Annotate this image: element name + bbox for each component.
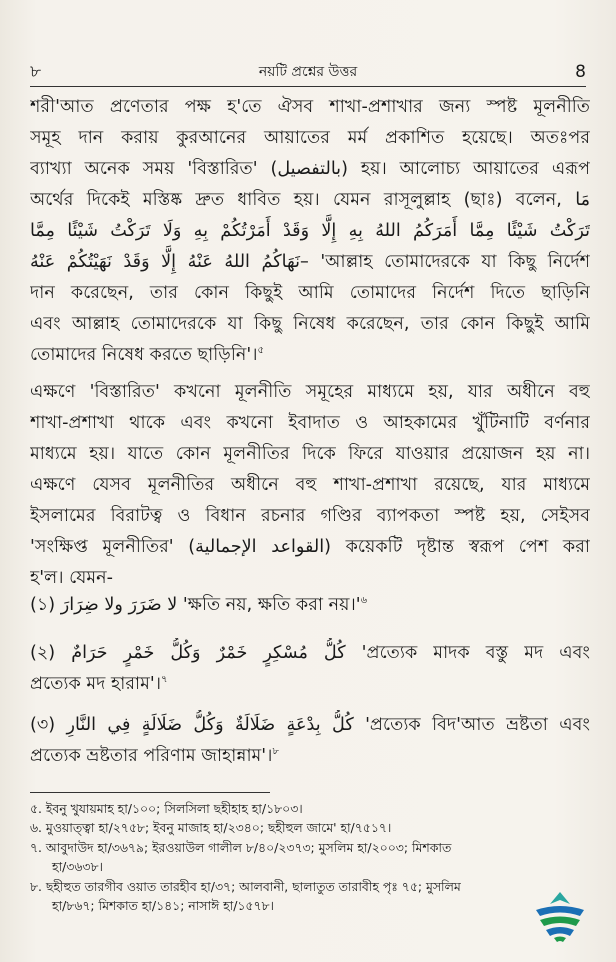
text-line: এক্ষণে 'বিস্তারিত' কখনো মূলনীতি সমূহের মাধ্যমে হয়, যার অধীনে বহু (30, 382, 590, 402)
footnote-ref: ৭ (161, 674, 168, 686)
footnote-8-cont: হা/৮৬৭; মিশকাত হা/১৪১; নাসাঈ হা/১৫৭৮। (52, 897, 274, 913)
text-line: (৩) كُلُّ بِدْعَةٍ ضَلَالَةٌ وَكُلُّ ضَلَالَةٍ فِي النَّارِ 'প্রত্যেক বিদ'আত ভ্রষ্টতা এবং (30, 715, 590, 735)
text-line: এবং আল্লাহ তোমাদেরকে যা কিছু নিষেধ করেছেন, তার কোন কিছুই আমি (30, 314, 590, 334)
footnote-6: ৬. মুওয়াত্ত্বা হা/২৭৫৮; ইবনু মাজাহ হা/২৩৪০; ছহীহুল জামে' হা/৭৫১৭। (30, 820, 392, 836)
text-line: এক্ষণে যেসব মূলনীতির অধীনে বহু শাখা-প্রশাখা রয়েছে, যার মাধ্যমে (30, 475, 590, 495)
text-line: অর্থের দিকেই মস্তিষ্ক দ্রুত ধাবিত হয়। যেমন রাসূলুল্লাহ (ছাঃ) বলেন, مَا (30, 190, 590, 210)
text-line-content: প্রত্যেক ভ্রষ্টতার পরিণাম জাহান্নাম'। (30, 746, 273, 766)
text-line: সমূহ দান করায় কুরআনের আয়াতের মর্ম প্রকাশিত হয়েছে। অতঃপর (30, 128, 590, 148)
text-line (30, 669, 590, 700)
text-line-content: (১) لا ضَرَرَ ولا ضِرَارَ 'ক্ষতি নয়, ক্ষতি করা নয়।' (30, 595, 361, 615)
page-number-right: 8 (575, 62, 586, 82)
text-line: ইসলামের বিরাটত্ব ও বিধান রচনার গণ্ডির ব্যাপকতা স্পষ্ট হয়, সেইসব (30, 506, 590, 526)
arabic-hadith-line: تَرَكْتُ شَيْئًا مِمَّا أَمَرَكُمُ اللهُ بِهِ إِلَّا وَقَدْ أَمَرْتُكُمْ بِهِ وَلَا تَرَكْتُ شَيْئًا مِمَّا (30, 221, 590, 241)
header-divider (30, 86, 586, 87)
example-3 (30, 710, 590, 772)
paragraph-1 (30, 92, 590, 371)
book-title: নয়টি প্রশ্নের উত্তর (258, 64, 358, 80)
text-line (30, 340, 590, 371)
text-line: (২) كُلُّ مُسْكِرٍ خَمْرٌ وَكُلُّ خَمْرٍ حَرَامٌ 'প্রত্যেক মাদক বস্তু মদ এবং (30, 643, 590, 663)
publisher-logo-icon (530, 888, 590, 944)
footnote-5: ৫. ইবনু খুযায়মাহ হা/১০০; সিলসিলা ছহীহাহ হা/১৮০৩। (30, 801, 303, 816)
text-line: মাধ্যমে হয়। যাতে কোন মূলনীতির দিকে ফিরে যাওয়ার প্রয়োজন হয় না। (30, 444, 590, 464)
paragraph-2 (30, 377, 590, 594)
text-line: হ'ল। যেমন- (30, 568, 113, 588)
footnotes (30, 799, 590, 915)
footnote-7: ৭. আবুদাউদ হা/৩৬৭৯; ইরওয়াউল গালীল ৮/৪০/২৩৭৩; মুসলিম হা/২০০৩; মিশকাত (30, 839, 452, 855)
footnote-8: ৮. ছহীহুত তারগীব ওয়াত তারহীব হা/৩৭; আলবানী, ছালাতুত তারাবীহ পৃঃ ৭৫; মুসলিম (30, 878, 461, 894)
text-line (30, 590, 590, 621)
text-line: শরী'আত প্রণেতার পক্ষ হ'তে ঐসব শাখা-প্রশাখার জন্য স্পষ্ট মূলনীতি (30, 97, 590, 117)
text-line: ব্যাখ্যা অনেক সময় 'বিস্তারিত' (بالتفصيل) হয়। আলোচ্য আয়াতের এরূপ (30, 159, 590, 179)
page-number-left: ৮ (30, 62, 42, 82)
footnote-ref: ৬ (360, 595, 368, 607)
running-header (30, 62, 586, 84)
text-line: نَهَاكُمُ اللهُ عَنْهُ إِلَّا وَقَدْ نَهَيْتُكُمْ عَنْهُ– 'আল্লাহ তোমাদেরকে যা কিছু নির্দেশ (30, 252, 590, 272)
footnote-divider (30, 792, 270, 793)
footnote-ref: ৮ (272, 746, 279, 758)
example-2 (30, 638, 590, 700)
footnote-7-cont: হা/৩৬৩৮। (52, 859, 103, 875)
footnote-ref: ৫ (257, 345, 265, 357)
text-line (30, 741, 590, 772)
text-line: শাখা-প্রশাখা থাকে এবং কখনো ইবাদাত ও আহকামের খুঁটিনাটি বর্ণনার (30, 413, 590, 433)
example-1 (30, 590, 590, 621)
text-line-content: তোমাদের নিষেধ করতে ছাড়িনি'। (30, 345, 258, 365)
text-line: 'সংক্ষিপ্ত মূলনীতির' (القواعد الإجمالية) কয়েকটি দৃষ্টান্ত স্বরূপ পেশ করা (30, 537, 590, 557)
text-line-content: প্রত্যেক মদ হারাম'। (30, 674, 162, 694)
text-line: দান করেছেন, তার কোন কিছুই আমি তোমাদের নির্দেশ দিতে ছাড়িনি (30, 283, 590, 303)
